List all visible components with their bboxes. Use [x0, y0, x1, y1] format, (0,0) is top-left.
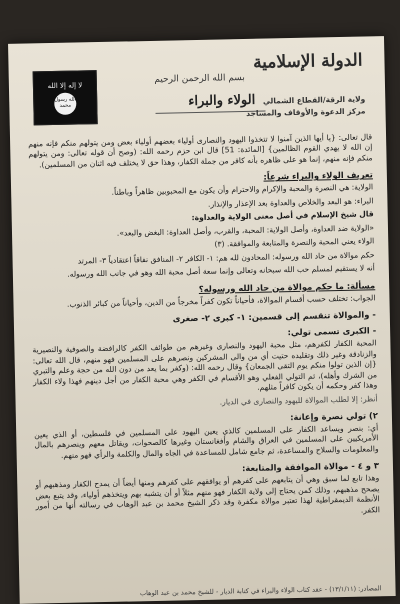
office-name: مركز الدعوة والأوقاف والمساجد [246, 106, 366, 118]
answer-paragraph: الجواب: تختلف حسب أقسام الموالاة، فأحياناً تكون كفراً مخرجاً من الدين، وأحياناً من كبائر الذنوب. [66, 292, 376, 309]
love-paragraph: أنه لا يستقيم لمسلم حب الله سبحانه وتعالى وإنما سعة أصل محبة الله وهو في جانب الله ورسوله. [67, 263, 375, 279]
document-page [8, 36, 396, 604]
document-body [28, 132, 381, 581]
page-title: الولاء والبراء [188, 92, 256, 110]
state-name: الدولة الإسلامية [252, 50, 363, 73]
definition-wala: الولاية: هي النصرة والمحبة والإكرام والاحترام وأن يكون مع المحبوبين ظاهراً وباطناً. [111, 182, 374, 198]
support-heading: ٢) تولي نصرة وإعانة: [290, 410, 379, 423]
section-heading-definition: تعريف الولاء والبراء شرعاً: [263, 169, 373, 183]
sheikh-quote-intro: قال شيخ الإسلام في أصل معنى الولاية والعداوة: [191, 209, 374, 223]
wala-meaning: الولاء يعني المحبة والنصرة والمتابعة والموافقة. (٣) [214, 236, 375, 249]
division-heading: - والموالاة تنقسم إلى قسمين: ١- كبرى ٢- صغرى [172, 309, 376, 324]
sheikh-quote: «الولاية ضد العداوة، وأصل الولاية: المحبة، والقرب، وأصل العداوة: البغض والبعد». [116, 223, 375, 238]
footer-source: المصادر: (١٣/١/١١) - عقد كتاب الولاء والبراء في كتابة الديار - للشيخ محمد بن عبد الوهاب [139, 584, 382, 598]
major-heading: - الكبرى تسمى تولي: [287, 325, 377, 338]
ruling-categories: حكم موالاة من حاد الله ورسوله: المحادون لله هم: ١- الكافر ٢- المنافق نفاقاً اعتقادياً ٣- المرتد [77, 250, 375, 266]
black-flag-logo [33, 70, 98, 125]
support-paragraph: أي: بنصر ويساعد الكفار على المسلمين كالذي يعين اليهود على المسلمين في فلسطين، أو الذي يعين الأمريكيين على المسلمين في العراق والشام وأفغانستان وغيرها كالصحوات، ويقاتل معهم وينصرهم بالمال والمعلومات والسلاح والمساعدة، ثم جامع شامل للمساعدة في الجاه والمال والكلمة والرأي فهو منهم. [34, 423, 379, 460]
question-heading: مسألة: ما حكم موالاة من حاد الله ورسوله؟ [198, 279, 376, 294]
intro-paragraph: قال تعالى: {يا أيها الذين آمنوا لا تتخذوا اليهود والنصارى أولياء بعضهم أولياء بعض ومن يتولهم منكم فإنه منهم إن الله لا يهدي القوم الظالمين} [المائدة: 51] قال ابن حزم رحمه الله: (وصح أن قوله تعالى: ومن يتولهم منكم فإنه منهم، إنما هو على ظاهره بأنه كافر من جملة الكفار، وهذا حق لا يختلف فيه اثنان من المسلمين). [28, 132, 373, 170]
province-name: ولاية الرقة/القطاع الشمالي [262, 94, 366, 106]
agreement-heading: ٣ و ٤ - موالاة الموافقة والمتابعة: [241, 460, 380, 474]
definition-bara: البراء: هو البعد والخلاص والعداوة بعد الإعذار والإنذار. [207, 196, 374, 209]
document-header [8, 36, 386, 139]
basmala: بسم الله الرحمن الرحيم [154, 72, 245, 85]
note-paragraph: أنظر: إلا لطلب الموالاة لليهود والنصارى في الديار. [219, 393, 378, 407]
major-paragraph: المحبة الكفار لكفرهم، مثل محبة اليهود والنصارى وغيرهم من طوائف الكفر كالرافضة والصوفية والنصيرية والزنادقة وغير ذلك وتقليده حتيت أي من والى المشركين ونصرهم على المسلمين فهو منهم، قال الله تعالى: {إن الذين تولوا منكم يوم التقى الجمعان} وقال رحمه الله: (وكفر بما يعد من دون الله من حجة وعلم والتبري من الشرك وأهله)، ثم التولي الفعلي وهو الأقسام في الكفر وهي محبة الكفار من أجل دينهم فهذا ولاء الكفار وهذا كفر وحكمه أن يكون كافراً مثلهم. [32, 338, 378, 392]
flag-seal-icon: الله رسول محمد [54, 92, 76, 114]
flag-text: لا إله إلا الله [47, 80, 83, 90]
agreement-paragraph: وهذا تابع لما سبق وهي أن يتابعهم على كفرهم أو يوافقهم على كفرهم ومنها أيضاً أن يمدح الكفار ومذهبهم أو يصحح مذهبهم، وذلك كمن يحتاج إلى ولاية الكفار فهو منهم مثلاً أو أن يتشبه بهم ويتخذهم أولياء، وقد يتبع بعض الأنظمة الديمقراطية لهذا تعتبر موالاة مكفرة وقد ذكر الشيخ محمد بن عبد الوهاب في رسالته أنها من أمور الكفر. [35, 473, 380, 515]
